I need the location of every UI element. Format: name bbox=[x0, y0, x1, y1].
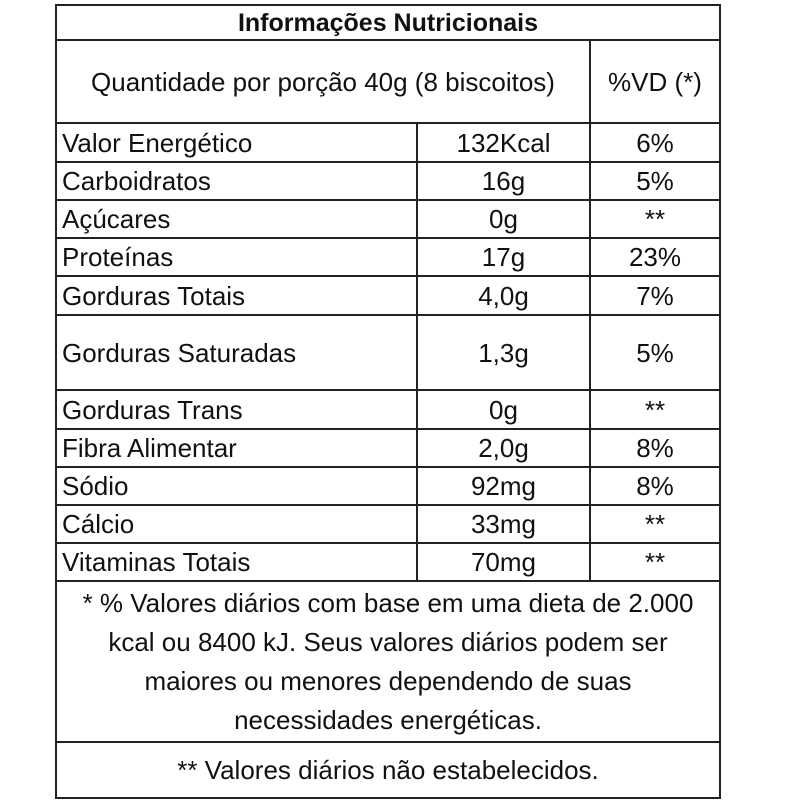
nutrient-amount: 17g bbox=[418, 239, 591, 277]
nutrient-daily-value: 5% bbox=[591, 316, 719, 391]
nutrient-name: Proteínas bbox=[57, 239, 418, 277]
nutrient-amount: 16g bbox=[418, 163, 591, 201]
nutrient-name: Cálcio bbox=[57, 506, 418, 544]
nutrient-amount: 33mg bbox=[418, 506, 591, 544]
nutrient-daily-value: 23% bbox=[591, 239, 719, 277]
nutrient-daily-value: ** bbox=[591, 544, 719, 582]
daily-value-header: %VD (*) bbox=[591, 41, 719, 124]
nutrient-amount: 2,0g bbox=[418, 430, 591, 468]
nutrient-name: Gorduras Totais bbox=[57, 277, 418, 316]
footnote-not-established: ** Valores diários não estabelecidos. bbox=[177, 755, 599, 785]
footnote-line: necessidades energéticas. bbox=[234, 704, 542, 735]
footnote-daily-values bbox=[57, 582, 719, 743]
nutrient-name: Açúcares bbox=[57, 201, 418, 239]
nutrient-daily-value: 6% bbox=[591, 124, 719, 163]
nutrient-amount: 0g bbox=[418, 201, 591, 239]
nutrient-name: Gorduras Trans bbox=[57, 391, 418, 430]
nutrient-amount: 70mg bbox=[418, 544, 591, 582]
nutrient-name: Carboidratos bbox=[57, 163, 418, 201]
nutrient-daily-value: 8% bbox=[591, 468, 719, 506]
table-title: Informações Nutricionais bbox=[57, 6, 719, 41]
nutrient-amount: 92mg bbox=[418, 468, 591, 506]
footnote-line: kcal ou 8400 kJ. Seus valores diários podem ser bbox=[108, 626, 668, 657]
nutrient-daily-value: 7% bbox=[591, 277, 719, 316]
nutrient-name: Valor Energético bbox=[57, 124, 418, 163]
nutrient-amount: 4,0g bbox=[418, 277, 591, 316]
nutrition-facts-table bbox=[55, 4, 721, 799]
footnote-line: * % Valores diários com base em uma dieta de 2.000 bbox=[82, 587, 694, 618]
footnote-line: maiores ou menores dependendo de suas bbox=[144, 665, 632, 696]
nutrient-name: Sódio bbox=[57, 468, 418, 506]
nutrient-amount: 132Kcal bbox=[418, 124, 591, 163]
nutrient-daily-value: ** bbox=[591, 201, 719, 239]
nutrient-daily-value: ** bbox=[591, 391, 719, 430]
nutrient-name: Vitaminas Totais bbox=[57, 544, 418, 582]
serving-size-header: Quantidade por porção 40g (8 biscoitos) bbox=[57, 41, 591, 124]
nutrient-daily-value: ** bbox=[591, 506, 719, 544]
nutrient-daily-value: 8% bbox=[591, 430, 719, 468]
nutrient-daily-value: 5% bbox=[591, 163, 719, 201]
nutrient-name: Fibra Alimentar bbox=[57, 430, 418, 468]
nutrient-amount: 0g bbox=[418, 391, 591, 430]
nutrient-amount: 1,3g bbox=[418, 316, 591, 391]
nutrient-name: Gorduras Saturadas bbox=[57, 316, 418, 391]
